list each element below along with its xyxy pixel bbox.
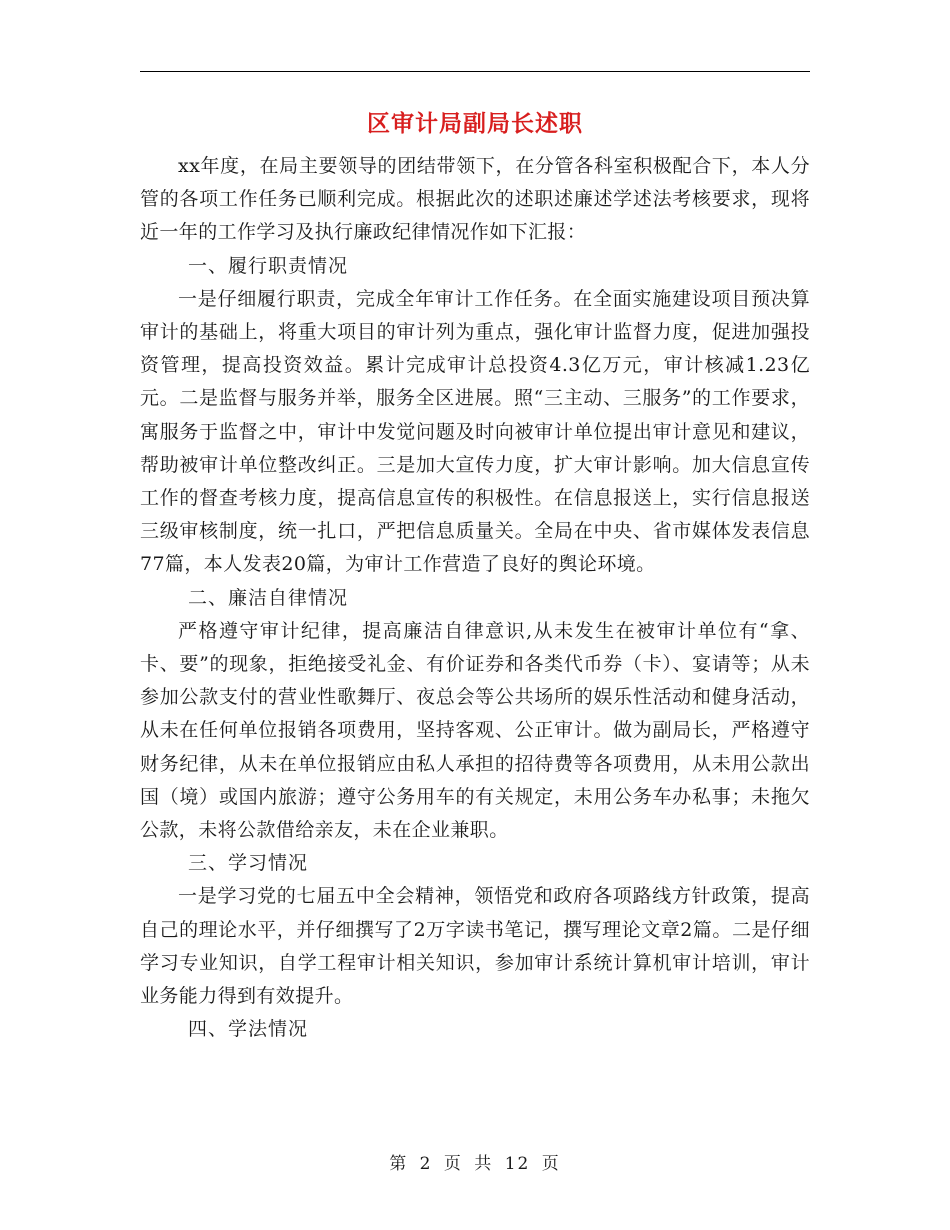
study-paragraph: 一是学习党的七届五中全会精神，领悟党和政府各项路线方针政策，提高自己的理论水平，并仔细撰写了2万字读书笔记，撰写理论文章2篇。二是仔细学习专业知识，自学工程审计相关知识，参加审计系统计算机审计培训，审计业务能力得到有效提升。 — [140, 885, 810, 1008]
integrity-paragraph: 严格遵守审计纪律，提高廉洁自律意识,从未发生在被审计单位有“拿、卡、要”的现象，拒绝接受礼金、有价证券和各类代币券（卡）、宴请等；从未参加公款支付的营业性歌舞厅、夜总会等公共场所的娱乐性活动和健身活动，从未在任何单位报销各项费用，坚持客观、公正审计。做为副局长，严格遵守财务纪律，从未在单位报销应由私人承担的招待费等各项费用，从未用公款出国（境）或国内旅游；遵守公务用车的有关规定，未用公务车办私事；未拖欠公款，未将公款借给亲友，未在企业兼职。 — [140, 619, 810, 842]
footer-ye: 页 — [443, 1154, 463, 1174]
footer-di: 第 — [389, 1154, 409, 1174]
section-heading-study: 三、学习情况 — [188, 852, 309, 875]
intro-paragraph: xx年度，在局主要领导的团结带领下，在分管各科室积极配合下，本人分管的各项工作任务已顺利完成。根据此次的述职述廉述学述法考核要求，现将近一年的工作学习及执行廉政纪律情况作如下汇报： — [140, 155, 810, 244]
footer-ye-end: 页 — [541, 1154, 561, 1174]
document-title: 区审计局副局长述职 — [367, 111, 583, 137]
footer-gong: 共 — [474, 1154, 494, 1174]
section-heading-integrity: 二、廉洁自律情况 — [188, 586, 349, 609]
duties-paragraph: 一是仔细履行职责，完成全年审计工作任务。在全面实施建设项目预决算审计的基础上，将重大项目的审计列为重点，强化审计监督力度，促进加强投资管理，提高投资效益。累计完成审计总投资4.3亿万元，审计核减1.23亿元。二是监督与服务并举，服务全区进展。照“三主动、三服务”的工作要求，寓服务于监督之中，审计中发觉问题及时向被审计单位提出审计意见和建议，帮助被审计单位整改纠正。三是加大宣传力度，扩大审计影响。加大信息宣传工作的督查考核力度，提高信息宣传的积极性。在信息报送上，实行信息报送三级审核制度，统一扎口，严把信息质量关。全局在中央、省市媒体发表信息77篇，本人发表20篇，为审计工作营造了良好的舆论环境。 — [140, 287, 810, 576]
document-body — [140, 150, 810, 1046]
header-rule — [140, 71, 810, 72]
footer-page-number: 2 — [419, 1154, 433, 1174]
section-heading-duties: 一、履行职责情况 — [188, 254, 349, 277]
footer-total-pages: 12 — [504, 1154, 531, 1174]
page-footer — [0, 1152, 950, 1176]
section-heading-law: 四、学法情况 — [188, 1018, 309, 1041]
